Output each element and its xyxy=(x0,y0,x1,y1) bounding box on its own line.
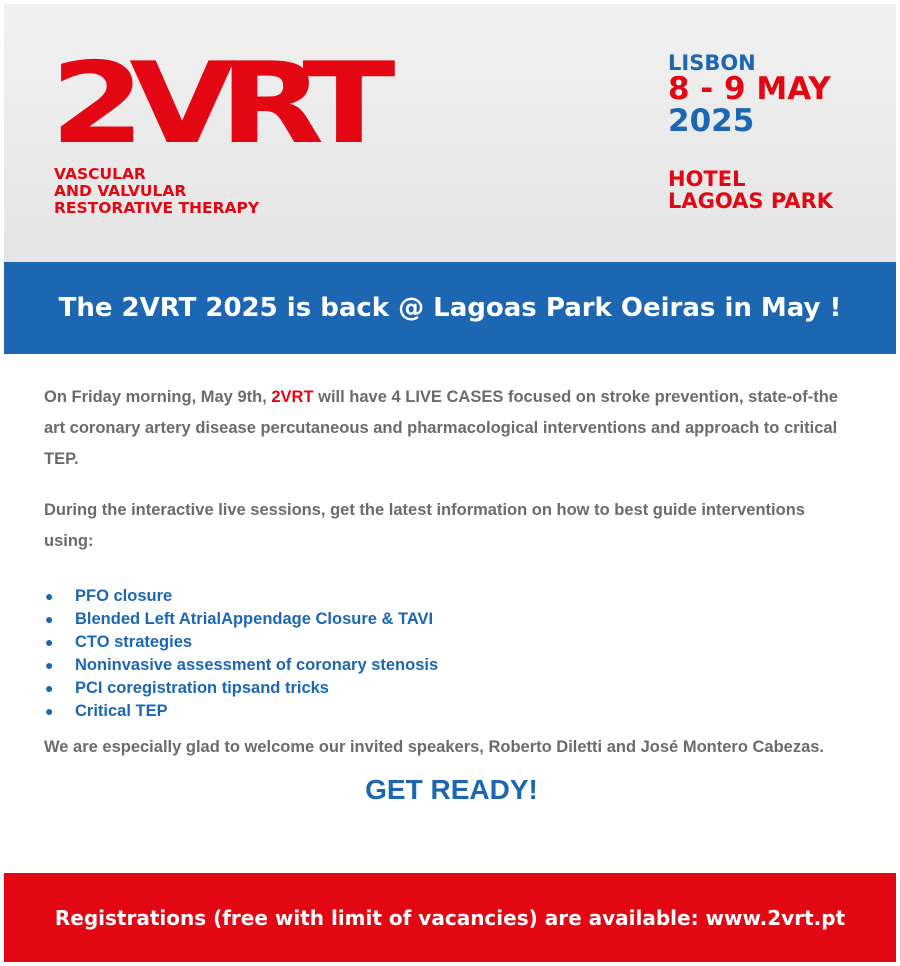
list-item-text: CTO strategies xyxy=(75,633,193,651)
list-item-text: Blended Left AtrialAppendage Closure & TAVI xyxy=(75,610,434,628)
list-item xyxy=(44,700,859,723)
intro-text-start: On Friday morning, May 9th, xyxy=(44,388,272,406)
headline-banner xyxy=(4,262,896,354)
newsletter-card xyxy=(4,4,896,962)
headline-text: The 2VRT 2025 is back @ Lagoas Park Oeiras in May ! xyxy=(58,293,842,323)
get-ready-heading: GET READY! xyxy=(365,774,538,805)
bullet-icon: ● xyxy=(45,680,54,696)
header-section xyxy=(4,4,896,262)
registration-text: Registrations (free with limit of vacancies) are available: www.2vrt.pt xyxy=(54,905,846,930)
tagline-line-2: AND VALVULAR xyxy=(54,182,187,200)
event-city: LISBON xyxy=(668,51,756,75)
list-item-text: Noninvasive assessment of coronary stenosis xyxy=(75,656,439,674)
tagline-line-1: VASCULAR xyxy=(54,165,146,183)
registration-banner xyxy=(4,873,896,962)
event-venue xyxy=(668,168,833,212)
bullet-icon: ● xyxy=(45,657,54,673)
topics-list xyxy=(44,585,859,723)
sessions-paragraph: During the interactive live sessions, get the latest information on how to best guide interventions using: xyxy=(44,501,805,550)
list-item xyxy=(44,677,859,700)
venue-line-1: HOTEL xyxy=(668,167,746,191)
body-content xyxy=(44,382,859,807)
list-item-text: PFO closure xyxy=(75,587,173,605)
list-item xyxy=(44,585,859,608)
list-item xyxy=(44,654,859,677)
bullet-icon: ● xyxy=(45,611,54,627)
list-item xyxy=(44,631,859,654)
bullet-icon: ● xyxy=(45,634,54,650)
list-item xyxy=(44,608,859,631)
event-year: 2025 xyxy=(668,103,755,139)
venue-line-2: LAGOAS PARK xyxy=(668,189,834,213)
speakers-paragraph: We are especially glad to welcome our invited speakers, Roberto Diletti and José Montero Cabezas. xyxy=(44,738,825,756)
bullet-icon: ● xyxy=(45,703,54,719)
intro-brand-name: 2VRT xyxy=(271,388,314,406)
logo-2vrt: 2VRT xyxy=(50,39,380,169)
bullet-icon: ● xyxy=(45,588,54,604)
tagline-line-3: RESTORATIVE THERAPY xyxy=(54,199,260,217)
intro-text-end: will have 4 LIVE CASES focused on stroke prevention, state-of-the art coronary artery disease percutaneous and pharmacological interventions and approach to critical TEP. xyxy=(44,388,838,468)
list-item-text: PCI coregistration tipsand tricks xyxy=(75,679,329,697)
list-item-text: Critical TEP xyxy=(75,702,168,720)
intro-paragraph xyxy=(44,382,859,475)
event-dates: 8 - 9 MAY xyxy=(668,71,831,107)
logo-tagline xyxy=(54,166,259,217)
event-info xyxy=(668,52,831,138)
